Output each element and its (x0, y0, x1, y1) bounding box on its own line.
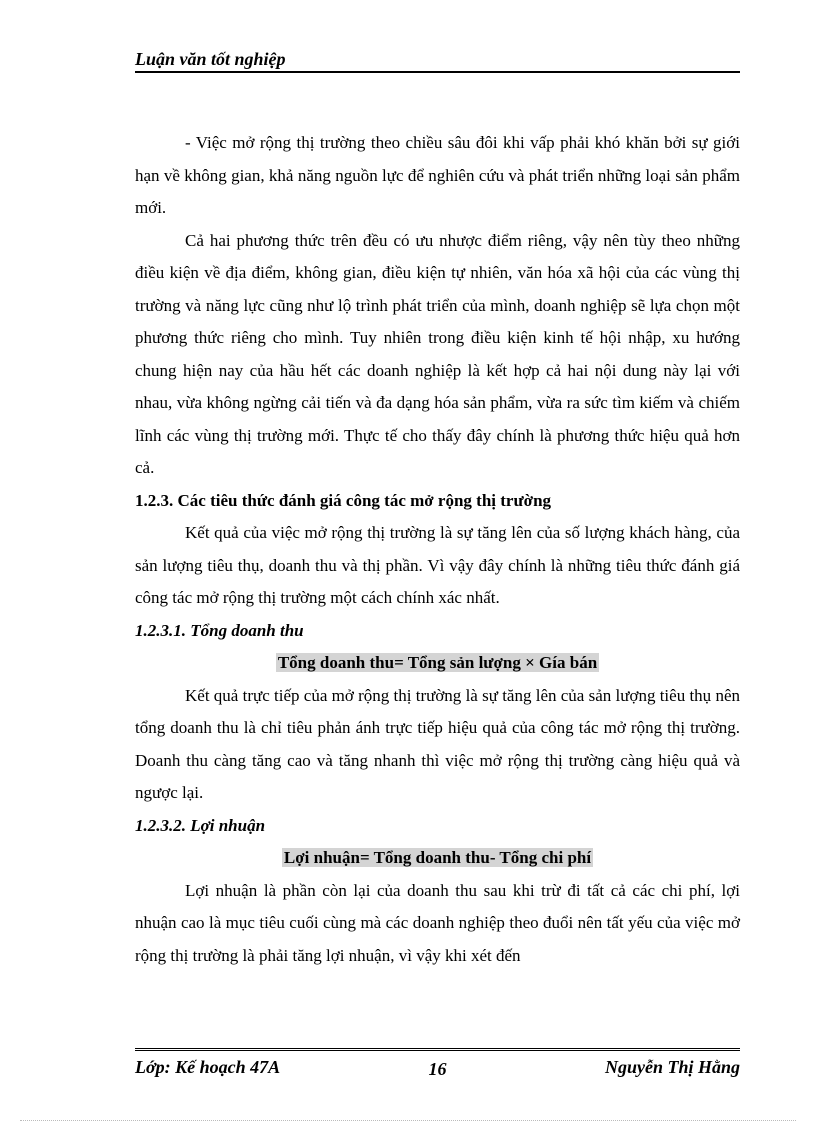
document-body (135, 127, 740, 972)
formula-text: Lợi nhuận= Tổng doanh thu- Tổng chi phí (283, 848, 592, 867)
page-edge-divider (20, 1120, 796, 1121)
paragraph: Kết quả trực tiếp của mở rộng thị trường là sự tăng lên của sản lượng tiêu thụ nên tổng doanh thu là chỉ tiêu phản ánh trực tiếp hiệu quả của công tác mở rộng thị trường. Doanh thu càng tăng cao và tăng nhanh thì việc mở rộng thị trường càng hiệu quả và ngược lại. (135, 685, 740, 802)
formula (135, 842, 740, 875)
page-header (135, 47, 740, 73)
footer-class: Lớp: Kế hoạch 47A (135, 1057, 281, 1077)
paragraph: Cả hai phương thức trên đều có ưu nhược điểm riêng, vậy nên tùy theo những điều kiện về địa điểm, không gian, điều kiện tự nhiên, văn hóa xã hội của các vùng thị trường và năng lực cũng như lộ trình phát triển của mình, doanh nghiệp sẽ lựa chọn một phương thức riêng cho mình. Tuy nhiên trong điều kiện kinh tế hội nhập, xu hướng chung hiện nay của hầu hết các doanh nghiệp là kết hợp cả hai nội dung này lại với nhau, vừa không ngừng cải tiến và đa dạng hóa sản phẩm, vừa ra sức tìm kiếm và chiếm lĩnh các vùng thị trường mới. Thực tế cho thấy đây chính là phương thức hiệu quả hơn cả. (135, 230, 740, 477)
section-heading: 1.2.3. Các tiêu thức đánh giá công tác mở rộng thị trường (135, 490, 552, 510)
paragraph: Kết quả của việc mở rộng thị trường là sự tăng lên của số lượng khách hàng, của sản lượng tiêu thụ, doanh thu và thị phần. Vì vậy đây chính là những tiêu thức đánh giá công tác mở rộng thị trường một cách chính xác nhất. (135, 523, 740, 607)
subsection-heading: 1.2.3.1. Tổng doanh thu (135, 620, 304, 640)
page-footer (135, 1048, 740, 1081)
formula (135, 647, 740, 680)
page-number: 16 (428, 1059, 447, 1079)
paragraph: Lợi nhuận là phần còn lại của doanh thu sau khi trừ đi tất cả các chi phí, lợi nhuận cao là mục tiêu cuối cùng mà các doanh nghiệp theo đuổi nên tất yếu của việc mở rộng thị trường là phải tăng lợi nhuận, vì vậy khi xét đến (135, 880, 740, 965)
subsection-heading: 1.2.3.2. Lợi nhuận (135, 815, 266, 835)
formula-text: Tổng doanh thu= Tổng sản lượng × Gía bán (277, 653, 598, 672)
header-title: Luận văn tốt nghiệp (135, 49, 286, 69)
footer-author: Nguyễn Thị Hằng (604, 1057, 740, 1077)
paragraph: - Việc mở rộng thị trường theo chiều sâu đôi khi vấp phải khó khăn bởi sự giới hạn về không gian, khả năng nguồn lực để nghiên cứu và phát triển những loại sản phẩm mới. (135, 133, 740, 217)
